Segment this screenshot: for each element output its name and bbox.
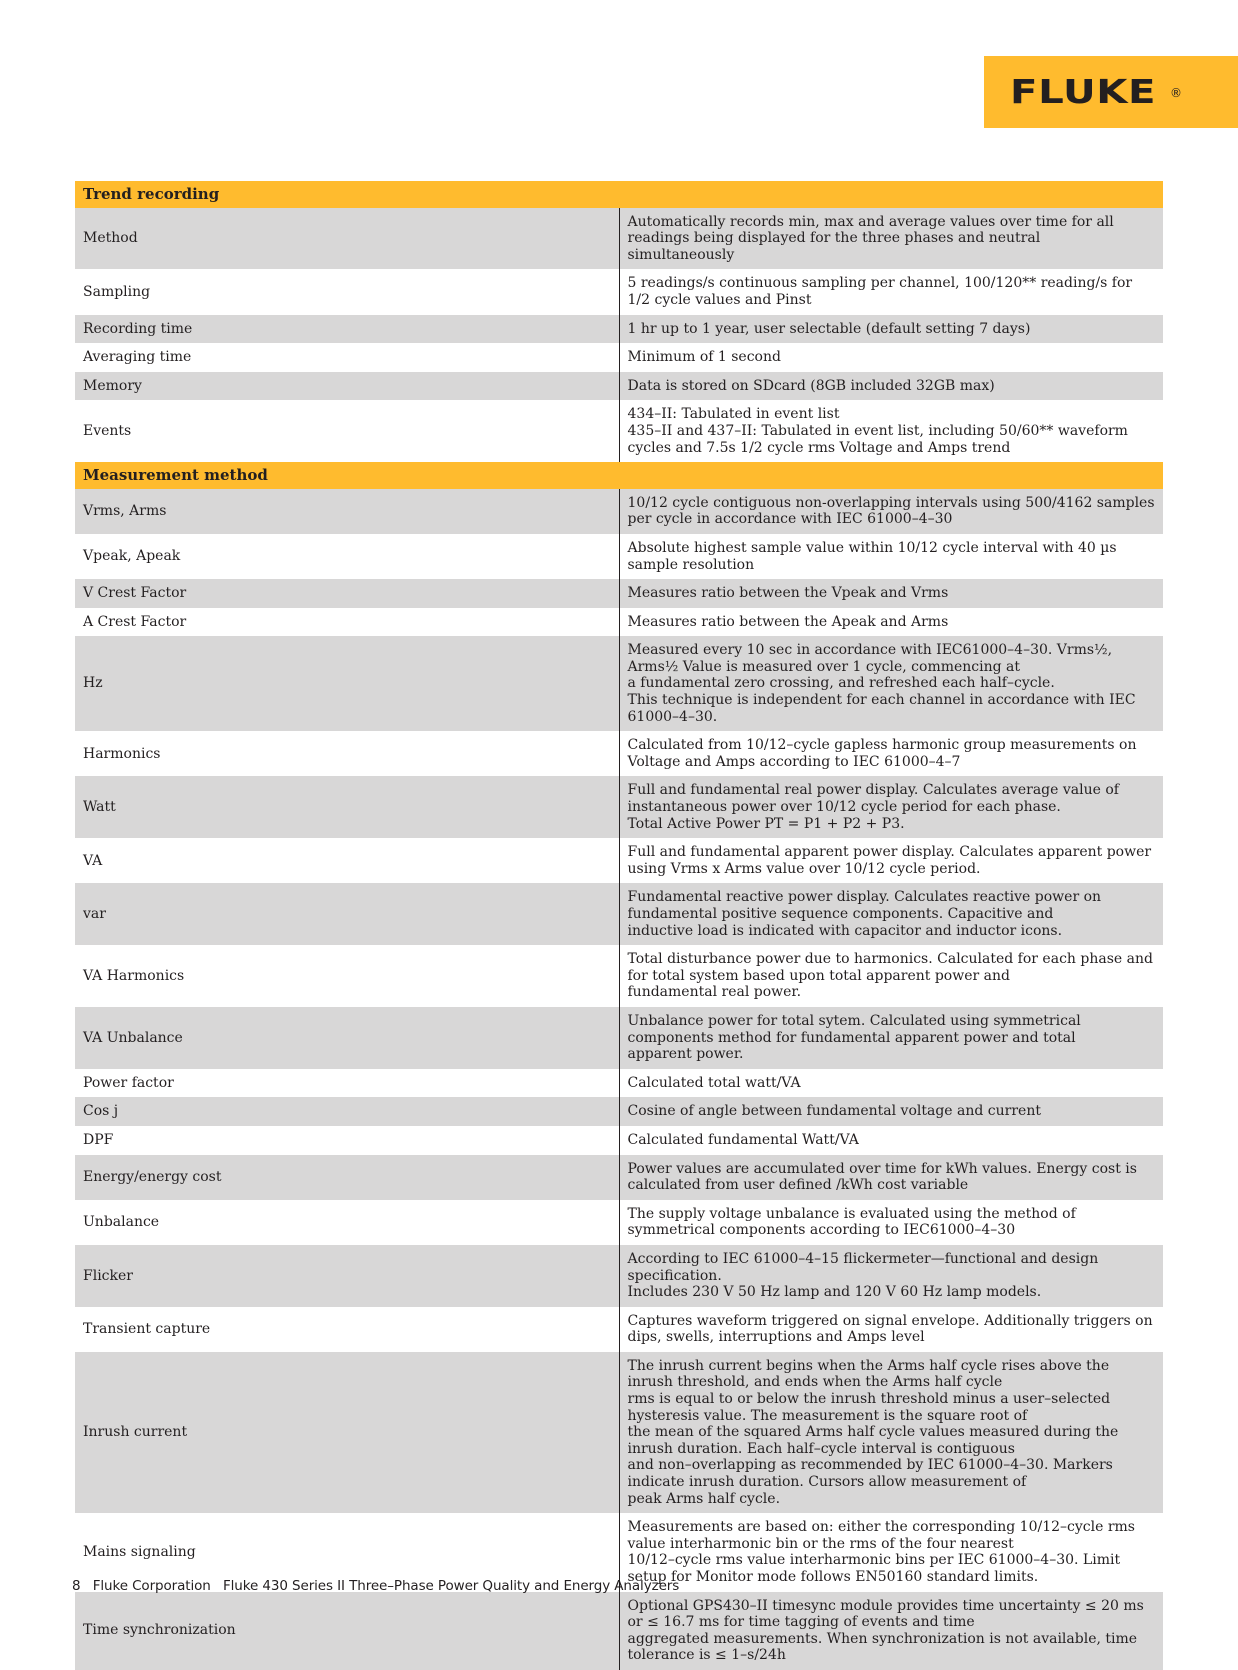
spec-value: Captures waveform triggered on signal envelope. Additionally triggers on dips, swells, interruptions and Amps level <box>619 1307 1163 1352</box>
spec-label: Watt <box>75 776 619 838</box>
spec-label: Flicker <box>75 1245 619 1307</box>
spec-value: 5 readings/s continuous sampling per channel, 100/120** reading/s for 1/2 cycle values and Pinst <box>619 269 1163 314</box>
spec-row <box>75 372 1163 401</box>
spec-value: Minimum of 1 second <box>619 343 1163 372</box>
spec-label: Events <box>75 400 619 462</box>
spec-label: VA Harmonics <box>75 945 619 1007</box>
spec-row <box>75 945 1163 1007</box>
spec-label: Sampling <box>75 269 619 314</box>
spec-value: 434–II: Tabulated in event list 435–II and 437–II: Tabulated in event list, including 50/60** waveform cycles and 7.5s 1/2 cycle rms Voltage and Amps trend <box>619 400 1163 462</box>
spec-label: Unbalance <box>75 1200 619 1245</box>
spec-label: Mains signaling <box>75 1513 619 1591</box>
spec-row <box>75 608 1163 637</box>
spec-row <box>75 776 1163 838</box>
spec-value: Measurements are based on: either the corresponding 10/12–cycle rms value interharmonic bin or the rms of the four nearest 10/12–cycle rms value interharmonic bins per IEC 61000–4–30. Limit setup for Monitor mode follows EN50160 standard limits. <box>619 1513 1163 1591</box>
spec-label: Recording time <box>75 315 619 344</box>
spec-label: Hz <box>75 636 619 731</box>
spec-value: Full and fundamental apparent power display. Calculates apparent power using Vrms x Arms value over 10/12 cycle period. <box>619 838 1163 883</box>
spec-row <box>75 1007 1163 1069</box>
spec-label: DPF <box>75 1126 619 1155</box>
spec-row <box>75 1200 1163 1245</box>
spec-row <box>75 315 1163 344</box>
spec-row <box>75 1069 1163 1098</box>
spec-row <box>75 489 1163 534</box>
spec-label: Inrush current <box>75 1352 619 1513</box>
spec-value: According to IEC 61000–4–15 flickermeter—functional and design specification. Includes 230 V 50 Hz lamp and 120 V 60 Hz lamp models. <box>619 1245 1163 1307</box>
spec-label: Energy/energy cost <box>75 1155 619 1200</box>
spec-label: Vrms, Arms <box>75 489 619 534</box>
spec-row <box>75 400 1163 462</box>
spec-value: Calculated total watt/VA <box>619 1069 1163 1098</box>
spec-row <box>75 579 1163 608</box>
spec-label: V Crest Factor <box>75 579 619 608</box>
spec-row <box>75 731 1163 776</box>
spec-row <box>75 1155 1163 1200</box>
spec-row <box>75 343 1163 372</box>
spec-label: A Crest Factor <box>75 608 619 637</box>
page-number: 8 <box>72 1578 81 1594</box>
section-title: Trend recording <box>75 181 1163 208</box>
registered-mark: ® <box>1170 86 1182 100</box>
spec-label: Method <box>75 208 619 270</box>
spec-value: Full and fundamental real power display. Calculates average value of instantaneous power over 10/12 cycle period for each phase. Total Active Power PT = P1 + P2 + P3. <box>619 776 1163 838</box>
spec-value: Measured every 10 sec in accordance with IEC61000–4–30. Vrms½, Arms½ Value is measured over 1 cycle, commencing at a fundamental zero crossing, and refreshed each half–cycle. This technique is independent for each channel in accordance with IEC 61000–4–30. <box>619 636 1163 731</box>
spec-row <box>75 1245 1163 1307</box>
spec-value: 1 hr up to 1 year, user selectable (default setting 7 days) <box>619 315 1163 344</box>
spec-row <box>75 1126 1163 1155</box>
spec-row <box>75 1097 1163 1126</box>
spec-label: Cos j <box>75 1097 619 1126</box>
spec-row <box>75 1352 1163 1513</box>
spec-label: Averaging time <box>75 343 619 372</box>
spec-value: Measures ratio between the Apeak and Arms <box>619 608 1163 637</box>
spec-label: Harmonics <box>75 731 619 776</box>
spec-value: Measures ratio between the Vpeak and Vrms <box>619 579 1163 608</box>
footer-company: Fluke Corporation <box>92 1578 211 1594</box>
spec-value: The inrush current begins when the Arms half cycle rises above the inrush threshold, and ends when the Arms half cycle rms is equal to or below the inrush threshold minus a user–selected hysteresis value. The measurement is the square root of the mean of the squared Arms half cycle values measured during the inrush duration. Each half–cycle interval is contiguous and non–overlapping as recommended by IEC 61000–4–30. Markers indicate inrush duration. Cursors allow measurement of peak Arms half cycle. <box>619 1352 1163 1513</box>
spec-value: Data is stored on SDcard (8GB included 32GB max) <box>619 372 1163 401</box>
spec-value: Calculated fundamental Watt/VA <box>619 1126 1163 1155</box>
spec-row <box>75 883 1163 945</box>
spec-label: Time synchronization <box>75 1592 619 1670</box>
spec-value: The supply voltage unbalance is evaluated using the method of symmetrical components according to IEC61000–4–30 <box>619 1200 1163 1245</box>
spec-table <box>75 181 1163 1670</box>
spec-label: Vpeak, Apeak <box>75 534 619 579</box>
spec-value: 10/12 cycle contiguous non-overlapping intervals using 500/4162 samples per cycle in accordance with IEC 61000–4–30 <box>619 489 1163 534</box>
section-header <box>75 462 1163 489</box>
spec-label: var <box>75 883 619 945</box>
spec-value: Fundamental reactive power display. Calculates reactive power on fundamental positive sequence components. Capacitive and inductive load is indicated with capacitor and inductor icons. <box>619 883 1163 945</box>
spec-label: VA Unbalance <box>75 1007 619 1069</box>
spec-row <box>75 208 1163 270</box>
spec-value: Absolute highest sample value within 10/12 cycle interval with 40 µs sample resolution <box>619 534 1163 579</box>
spec-value: Power values are accumulated over time for kWh values. Energy cost is calculated from user defined /kWh cost variable <box>619 1155 1163 1200</box>
page-footer <box>72 1578 687 1594</box>
spec-label: VA <box>75 838 619 883</box>
spec-value: Automatically records min, max and average values over time for all readings being displayed for the three phases and neutral simultaneously <box>619 208 1163 270</box>
footer-title: Fluke 430 Series II Three–Phase Power Quality and Energy Analyzers <box>222 1578 680 1594</box>
spec-row <box>75 838 1163 883</box>
spec-label: Transient capture <box>75 1307 619 1352</box>
spec-row <box>75 534 1163 579</box>
spec-value: Unbalance power for total sytem. Calculated using symmetrical components method for fundamental apparent power and total apparent power. <box>619 1007 1163 1069</box>
spec-value: Calculated from 10/12–cycle gapless harmonic group measurements on Voltage and Amps according to IEC 61000–4–7 <box>619 731 1163 776</box>
section-title: Measurement method <box>75 462 1163 489</box>
spec-label: Memory <box>75 372 619 401</box>
logo-wordmark: FLUKE <box>1010 72 1157 111</box>
spec-label: Power factor <box>75 1069 619 1098</box>
spec-row <box>75 636 1163 731</box>
spec-row <box>75 1307 1163 1352</box>
spec-row <box>75 269 1163 314</box>
fluke-logo <box>984 56 1238 128</box>
spec-value: Total disturbance power due to harmonics. Calculated for each phase and for total system based upon total apparent power and fundamental real power. <box>619 945 1163 1007</box>
section-header <box>75 181 1163 208</box>
spec-row <box>75 1592 1163 1670</box>
spec-value: Optional GPS430–II timesync module provides time uncertainty ≤ 20 ms or ≤ 16.7 ms for time tagging of events and time aggregated measurements. When synchronization is not available, time tolerance is ≤ 1–s/24h <box>619 1592 1163 1670</box>
spec-value: Cosine of angle between fundamental voltage and current <box>619 1097 1163 1126</box>
